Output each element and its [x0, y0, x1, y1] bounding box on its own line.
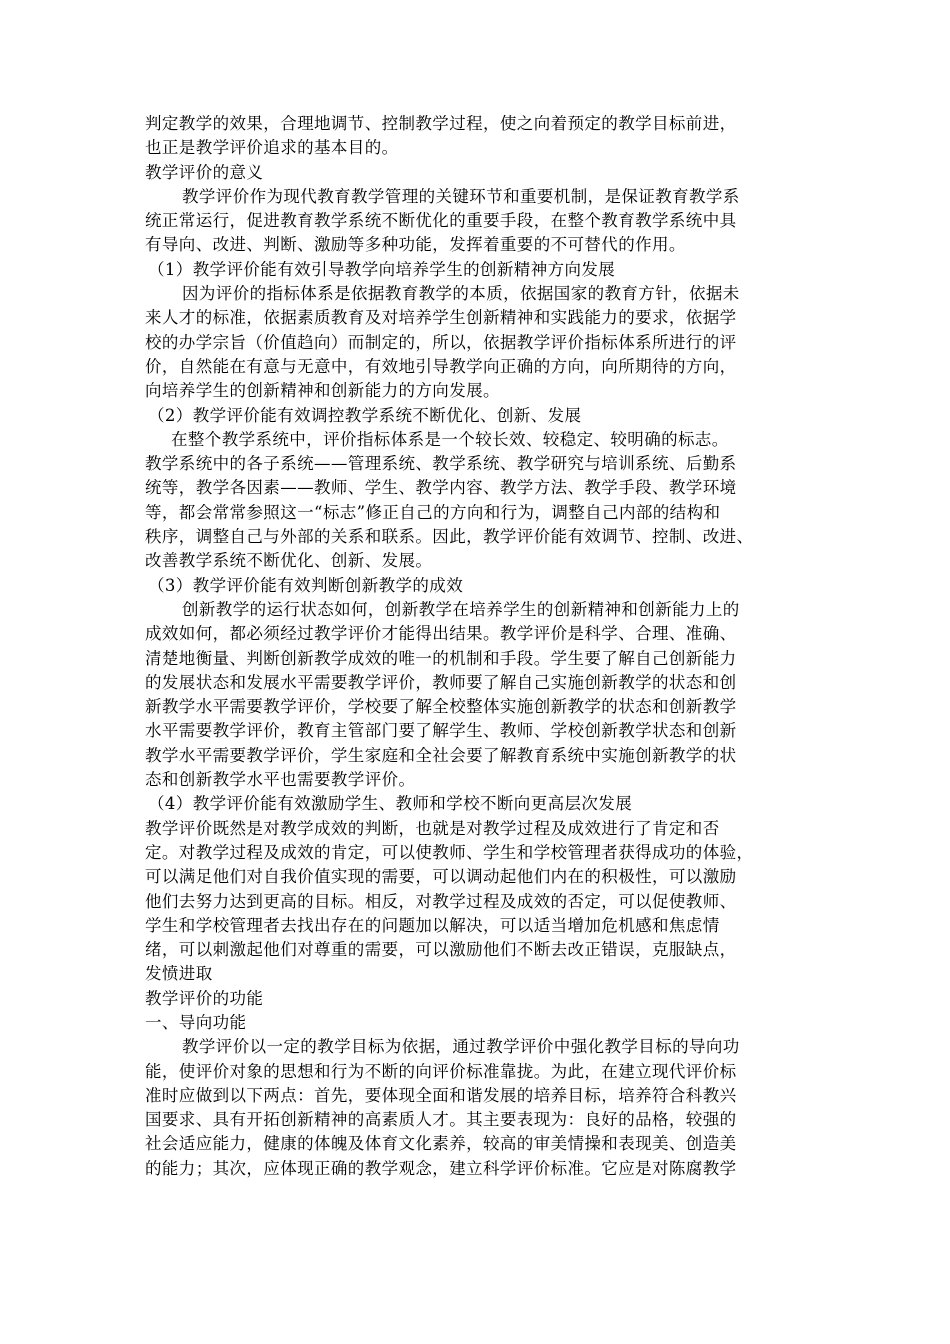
paragraph-line: 社会适应能力，健康的体魄及体育文化素养，较高的审美情操和表现美、创造美 [145, 1134, 737, 1154]
paragraph-line: 成效如何，都必须经过教学评价才能得出结果。教学评价是科学、合理、准确、 [145, 624, 737, 644]
subheading-4: （4）教学评价能有效激励学生、教师和学校不断向更高层次发展 [148, 794, 633, 814]
subheading-1: （1）教学评价能有效引导教学向培养学生的创新精神方向发展 [148, 259, 616, 279]
paragraph-line: 改善教学系统不断优化、创新、发展。 [145, 551, 433, 571]
paragraph-line: 校的办学宗旨（价值趋向）而制定的，所以，依据教学评价指标体系所进行的评 [145, 332, 737, 352]
paragraph-line: 来人才的标准，依据素质教育及对培养学生创新精神和实践能力的要求，依据学 [145, 308, 737, 328]
section-heading-functions: 教学评价的功能 [145, 988, 264, 1008]
paragraph-line: 等，都会常常参照这一“标志”修正自己的方向和行为，调整自己内部的结构和 [145, 502, 721, 522]
paragraph-line: 清楚地衡量、判断创新教学成效的唯一的机制和手段。学生要了解自己创新能力 [145, 648, 737, 668]
paragraph-line: 能，使评价对象的思想和行为不断的向评价标准靠拢。为此，在建立现代评价标 [145, 1061, 737, 1081]
paragraph-line: 水平需要教学评价，教育主管部门要了解学生、教师、学校创新教学状态和创新 [145, 721, 737, 741]
paragraph-line: 教学评价以一定的教学目标为依据，通过教学评价中强化教学目标的导向功 [182, 1037, 740, 1057]
paragraph-line: 教学评价作为现代教育教学管理的关键环节和重要机制，是保证教育教学系 [182, 186, 740, 206]
paragraph-line: 定。对教学过程及成效的肯定，可以使教师、学生和学校管理者获得成功的体验， [145, 842, 754, 862]
subheading-2: （2）教学评价能有效调控教学系统不断优化、创新、发展 [148, 405, 582, 425]
paragraph-line: 统等，教学各因素——教师、学生、教学内容、教学方法、教学手段、教学环境 [145, 478, 737, 498]
paragraph-line: 绪，可以刺激起他们对尊重的需要，可以激励他们不断去改正错误，克服缺点， [145, 940, 737, 960]
paragraph-line: 教学系统中的各子系统——管理系统、教学系统、教学研究与培训系统、后勤系 [145, 454, 737, 474]
paragraph-line: 的能力；其次，应体现正确的教学观念，建立科学评价标准。它应是对陈腐教学 [145, 1158, 737, 1178]
paragraph-line: 准时应做到以下两点：首先，要体现全面和谐发展的培养目标，培养符合科教兴 [145, 1085, 737, 1105]
paragraph-line: 学生和学校管理者去找出存在的问题加以解决，可以适当增加危机感和焦虑情 [145, 915, 720, 935]
paragraph-line: 因为评价的指标体系是依据教育教学的本质，依据国家的教育方针，依据未 [182, 284, 740, 304]
paragraph-line: 教学评价既然是对教学成效的判断，也就是对教学过程及成效进行了肯定和否 [145, 818, 720, 838]
paragraph-line: 可以满足他们对自我价值实现的需要，可以调动起他们内在的积极性，可以激励 [145, 867, 737, 887]
subheading-guidance: 一、导向功能 [145, 1012, 247, 1032]
paragraph-line: 发愤进取 [145, 964, 213, 984]
paragraph-line: 创新教学的运行状态如何，创新教学在培养学生的创新精神和创新能力上的 [182, 599, 740, 619]
paragraph-line: 判定教学的效果，合理地调节、控制教学过程，使之向着预定的教学目标前进， [145, 114, 737, 133]
paragraph-line: 国要求、具有开拓创新精神的高素质人才。其主要表现为：良好的品格，较强的 [145, 1110, 737, 1130]
paragraph-line: 态和创新教学水平也需要教学评价。 [145, 770, 416, 790]
paragraph-line: 的发展状态和发展水平需要教学评价，教师要了解自己实施创新教学的状态和创 [145, 672, 737, 692]
paragraph-line: 统正常运行，促进教育教学系统不断优化的重要手段，在整个教育教学系统中具 [145, 211, 737, 231]
paragraph-line: 在整个教学系统中，评价指标体系是一个较长效、较稳定、较明确的标志。 [171, 429, 729, 449]
document-page [145, 112, 815, 1181]
paragraph-line: 价，自然能在有意与无意中，有效地引导教学向正确的方向，向所期待的方向， [145, 356, 737, 376]
paragraph-line: 也正是教学评价追求的基本目的。 [145, 138, 399, 158]
paragraph-line: 新教学水平需要教学评价，学校要了解全校整体实施创新教学的状态和创新教学 [145, 697, 737, 717]
paragraph-line: 有导向、改进、判断、激励等多种功能，发挥着重要的不可替代的作用。 [145, 235, 686, 255]
paragraph-line: 教学水平需要教学评价，学生家庭和全社会要了解教育系统中实施创新教学的状 [145, 745, 737, 765]
section-heading-significance: 教学评价的意义 [145, 162, 264, 182]
subheading-3: （3）教学评价能有效判断创新教学的成效 [148, 575, 464, 595]
paragraph-line: 他们去努力达到更高的目标。相反，对教学过程及成效的否定，可以促使教师、 [145, 891, 737, 911]
paragraph-line: 向培养学生的创新精神和创新能力的方向发展。 [145, 381, 500, 401]
paragraph-line: 秩序，调整自己与外部的关系和联系。因此，教学评价能有效调节、控制、改进、 [145, 527, 754, 547]
